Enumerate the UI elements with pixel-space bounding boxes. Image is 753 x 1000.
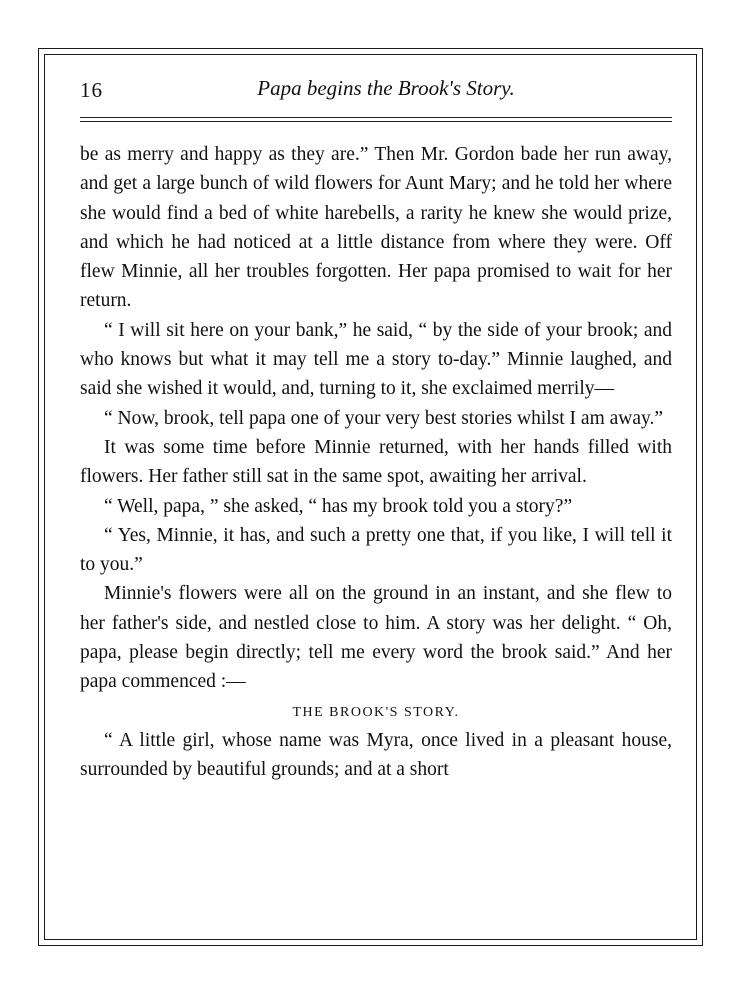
page-number: 16 bbox=[80, 78, 103, 102]
header-rule-thin bbox=[80, 121, 672, 122]
paragraph: “ A little girl, whose name was Myra, once lived in a pleasant house, surrounded by beautiful grounds; and at a short bbox=[80, 729, 672, 780]
paragraph: be as merry and happy as they are.” Then Mr. Gordon bade her run away, and get a large bunch of wild flowers for Aunt Mary; and he told her where she would find a bed of white harebells, a rarity he knew she would prize, and which he had noticed at a little distance from where they were. Off flew Minnie, all her troubles forgotten. Her papa promised to wait for her return. bbox=[80, 144, 672, 312]
body-text bbox=[80, 140, 672, 784]
paragraph: It was some time before Minnie returned, with her hands filled with flowers. Her father still sat in the same spot, awaiting her arrival. bbox=[80, 436, 672, 488]
running-head bbox=[80, 76, 672, 106]
paragraph: “ Yes, Minnie, it has, and such a pretty one that, if you like, I will tell it to you.” bbox=[80, 524, 672, 576]
header-rule bbox=[80, 117, 672, 118]
paragraph: “ Well, papa, ” she asked, “ has my brook told you a story?” bbox=[104, 495, 573, 517]
section-heading: THE BROOK'S STORY. bbox=[292, 704, 460, 720]
paragraph: “ I will sit here on your bank,” he said, “ by the side of your brook; and who knows but what it may tell me a story to-day.” Minnie laughed, and said she wished it would, and, turning to it, she exclaimed merrily— bbox=[80, 319, 672, 400]
running-title: Papa begins the Brook's Story. bbox=[257, 76, 515, 100]
paragraph: “ Now, brook, tell papa one of your very best stories whilst I am away.” bbox=[104, 407, 664, 429]
paragraph: Minnie's flowers were all on the ground in an instant, and she flew to her father's side, and nestled close to him. A story was her delight. “ Oh, papa, please begin directly; tell me every word the brook said.” And her papa commenced :— bbox=[80, 583, 672, 693]
